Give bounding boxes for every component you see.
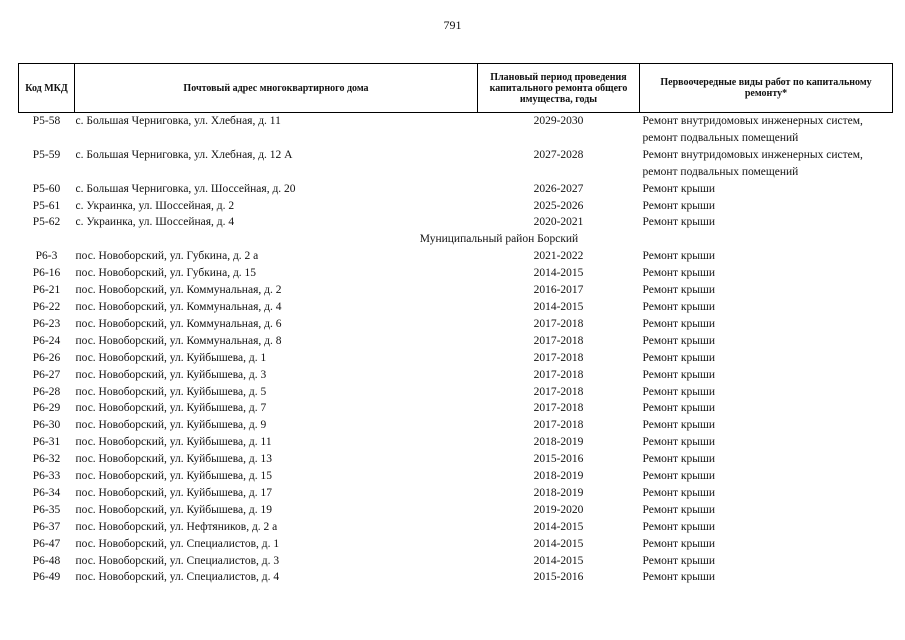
table-row [19, 553, 893, 570]
cell-works: Ремонт крыши [642, 486, 716, 499]
cell-period: 2015-2016 [533, 571, 584, 584]
cell-code: Р6-27 [32, 368, 61, 381]
cell-period: 2014-2015 [533, 520, 584, 533]
cell-works: Ремонт внутридомовых инженерных систем, ремонт подвальных помещений [642, 148, 863, 178]
table-row [19, 519, 893, 536]
table-row [19, 400, 893, 417]
cell-period: 2019-2020 [533, 503, 584, 516]
cell-period: 2017-2018 [533, 351, 584, 364]
cell-works: Ремонт крыши [642, 300, 716, 313]
cell-address: пос. Новоборский, ул. Коммунальная, д. 4 [75, 300, 282, 313]
cell-code: Р5-59 [32, 148, 61, 161]
cell-works: Ремонт крыши [642, 351, 716, 364]
cell-address: пос. Новоборский, ул. Куйбышева, д. 17 [75, 486, 273, 499]
cell-address: с. Большая Черниговка, ул. Шоссейная, д. 20 [75, 182, 296, 195]
cell-works: Ремонт крыши [642, 453, 716, 466]
capital-repair-table [18, 63, 893, 586]
header-row [19, 64, 893, 113]
cell-code: Р5-60 [32, 182, 61, 195]
cell-address: пос. Новоборский, ул. Коммунальная, д. 8 [75, 334, 282, 347]
cell-address: с. Большая Черниговка, ул. Хлебная, д. 12 А [75, 148, 293, 161]
cell-works: Ремонт крыши [642, 470, 716, 483]
cell-period: 2017-2018 [533, 317, 584, 330]
cell-works: Ремонт внутридомовых инженерных систем, ремонт подвальных помещений [642, 115, 863, 144]
table-row [19, 468, 893, 485]
cell-period: 2014-2015 [533, 554, 584, 567]
cell-code: Р6-34 [32, 486, 61, 499]
cell-address: с. Украинка, ул. Шоссейная, д. 4 [75, 216, 235, 229]
table-row [19, 569, 893, 586]
table-row [19, 451, 893, 468]
cell-period: 2020-2021 [533, 216, 584, 229]
cell-period: 2025-2026 [533, 199, 584, 212]
cell-period: 2014-2015 [533, 300, 584, 313]
cell-period: 2027-2028 [533, 148, 584, 161]
section-title: Муниципальный район Борский [419, 233, 579, 246]
cell-works: Ремонт крыши [642, 267, 716, 280]
table-row [19, 316, 893, 333]
table-row [19, 367, 893, 384]
cell-code: Р6-37 [32, 520, 61, 533]
cell-works: Ремонт крыши [642, 317, 716, 330]
cell-works: Ремонт крыши [642, 402, 716, 415]
cell-works: Ремонт крыши [642, 368, 716, 381]
table-body [19, 113, 893, 587]
cell-code: Р6-47 [32, 537, 61, 550]
cell-code: Р6-24 [32, 334, 61, 347]
cell-address: пос. Новоборский, ул. Куйбышева, д. 11 [75, 436, 272, 449]
cell-address: пос. Новоборский, ул. Куйбышева, д. 9 [75, 419, 267, 432]
cell-period: 2014-2015 [533, 267, 584, 280]
cell-works: Ремонт крыши [642, 537, 716, 550]
cell-period: 2015-2016 [533, 453, 584, 466]
cell-period: 2018-2019 [533, 436, 584, 449]
cell-works: Ремонт крыши [642, 385, 716, 398]
cell-code: Р6-33 [32, 470, 61, 483]
cell-period: 2014-2015 [533, 537, 584, 550]
cell-period: 2017-2018 [533, 334, 584, 347]
table-row [19, 147, 893, 181]
page-number: 791 [443, 18, 462, 32]
cell-address: пос. Новоборский, ул. Губкина, д. 15 [75, 267, 257, 280]
cell-address: пос. Новоборский, ул. Специалистов, д. 1 [75, 537, 280, 550]
cell-period: 2021-2022 [533, 250, 584, 263]
cell-address: пос. Новоборский, ул. Коммунальная, д. 2 [75, 284, 282, 297]
cell-code: Р6-48 [32, 554, 61, 567]
cell-period: 2017-2018 [533, 419, 584, 432]
table-row [19, 350, 893, 367]
table-row [19, 248, 893, 265]
table-row [19, 485, 893, 502]
cell-works: Ремонт крыши [642, 284, 716, 297]
cell-period: 2029-2030 [533, 115, 584, 127]
cell-works: Ремонт крыши [642, 182, 716, 195]
cell-code: Р6-32 [32, 453, 61, 466]
cell-code: Р5-62 [32, 216, 61, 229]
cell-works: Ремонт крыши [642, 250, 716, 263]
cell-address: пос. Новоборский, ул. Губкина, д. 2 а [75, 250, 259, 263]
cell-works: Ремонт крыши [642, 503, 716, 516]
cell-address: пос. Новоборский, ул. Куйбышева, д. 19 [75, 503, 273, 516]
cell-address: пос. Новоборский, ул. Нефтяников, д. 2 а [75, 520, 278, 533]
cell-period: 2017-2018 [533, 368, 584, 381]
cell-code: Р6-35 [32, 503, 61, 516]
header-address: Почтовый адрес многоквартирного дома [75, 64, 478, 113]
cell-works: Ремонт крыши [642, 216, 716, 229]
cell-address: пос. Новоборский, ул. Куйбышева, д. 13 [75, 453, 273, 466]
cell-code: Р6-23 [32, 317, 61, 330]
header-period: Плановый период проведения капитального ремонта общего имущества, годы [478, 64, 640, 113]
table-row [19, 384, 893, 401]
cell-address: с. Большая Черниговка, ул. Хлебная, д. 11 [75, 115, 281, 127]
cell-works: Ремонт крыши [642, 571, 716, 584]
cell-address: пос. Новоборский, ул. Куйбышева, д. 1 [75, 351, 267, 364]
cell-works: Ремонт крыши [642, 199, 716, 212]
header-works: Первоочередные виды работ по капитальному ремонту* [640, 64, 893, 113]
table-row [19, 299, 893, 316]
cell-period: 2017-2018 [533, 402, 584, 415]
cell-address: пос. Новоборский, ул. Специалистов, д. 4 [75, 571, 280, 584]
cell-code: Р6-21 [32, 284, 61, 297]
cell-code: Р6-28 [32, 385, 61, 398]
cell-code: Р6-3 [35, 250, 58, 263]
cell-code: Р6-30 [32, 419, 61, 432]
cell-works: Ремонт крыши [642, 554, 716, 567]
cell-code: Р6-31 [32, 436, 61, 449]
cell-code: Р6-29 [32, 402, 61, 415]
table-row [19, 536, 893, 553]
cell-address: пос. Новоборский, ул. Куйбышева, д. 7 [75, 402, 267, 415]
cell-period: 2018-2019 [533, 486, 584, 499]
table-row [19, 181, 893, 198]
table-row [19, 214, 893, 231]
cell-works: Ремонт крыши [642, 520, 716, 533]
cell-address: пос. Новоборский, ул. Куйбышева, д. 5 [75, 385, 267, 398]
cell-address: пос. Новоборский, ул. Специалистов, д. 3 [75, 554, 280, 567]
table-row [19, 434, 893, 451]
table-row [19, 265, 893, 282]
cell-period: 2016-2017 [533, 284, 584, 297]
cell-period: 2017-2018 [533, 385, 584, 398]
table-row [19, 333, 893, 350]
cell-code: Р6-22 [32, 300, 61, 313]
cell-code: Р5-61 [32, 199, 61, 212]
cell-period: 2018-2019 [533, 470, 584, 483]
header-code: Код МКД [19, 64, 75, 113]
cell-works: Ремонт крыши [642, 436, 716, 449]
table-header [19, 64, 893, 113]
cell-address: пос. Новоборский, ул. Куйбышева, д. 15 [75, 470, 273, 483]
cell-code: Р5-58 [32, 115, 61, 127]
cell-code: Р6-26 [32, 351, 61, 364]
cell-works: Ремонт крыши [642, 334, 716, 347]
cell-code: Р6-16 [32, 267, 61, 280]
table-row [19, 113, 893, 147]
cell-code: Р6-49 [32, 571, 61, 584]
cell-address: пос. Новоборский, ул. Куйбышева, д. 3 [75, 368, 267, 381]
cell-works: Ремонт крыши [642, 419, 716, 432]
cell-period: 2026-2027 [533, 182, 584, 195]
table-row [19, 502, 893, 519]
table-row [19, 198, 893, 215]
cell-address: с. Украинка, ул. Шоссейная, д. 2 [75, 199, 235, 212]
table-row [19, 282, 893, 299]
table-row [19, 417, 893, 434]
section-row [19, 231, 893, 248]
cell-address: пос. Новоборский, ул. Коммунальная, д. 6 [75, 317, 282, 330]
